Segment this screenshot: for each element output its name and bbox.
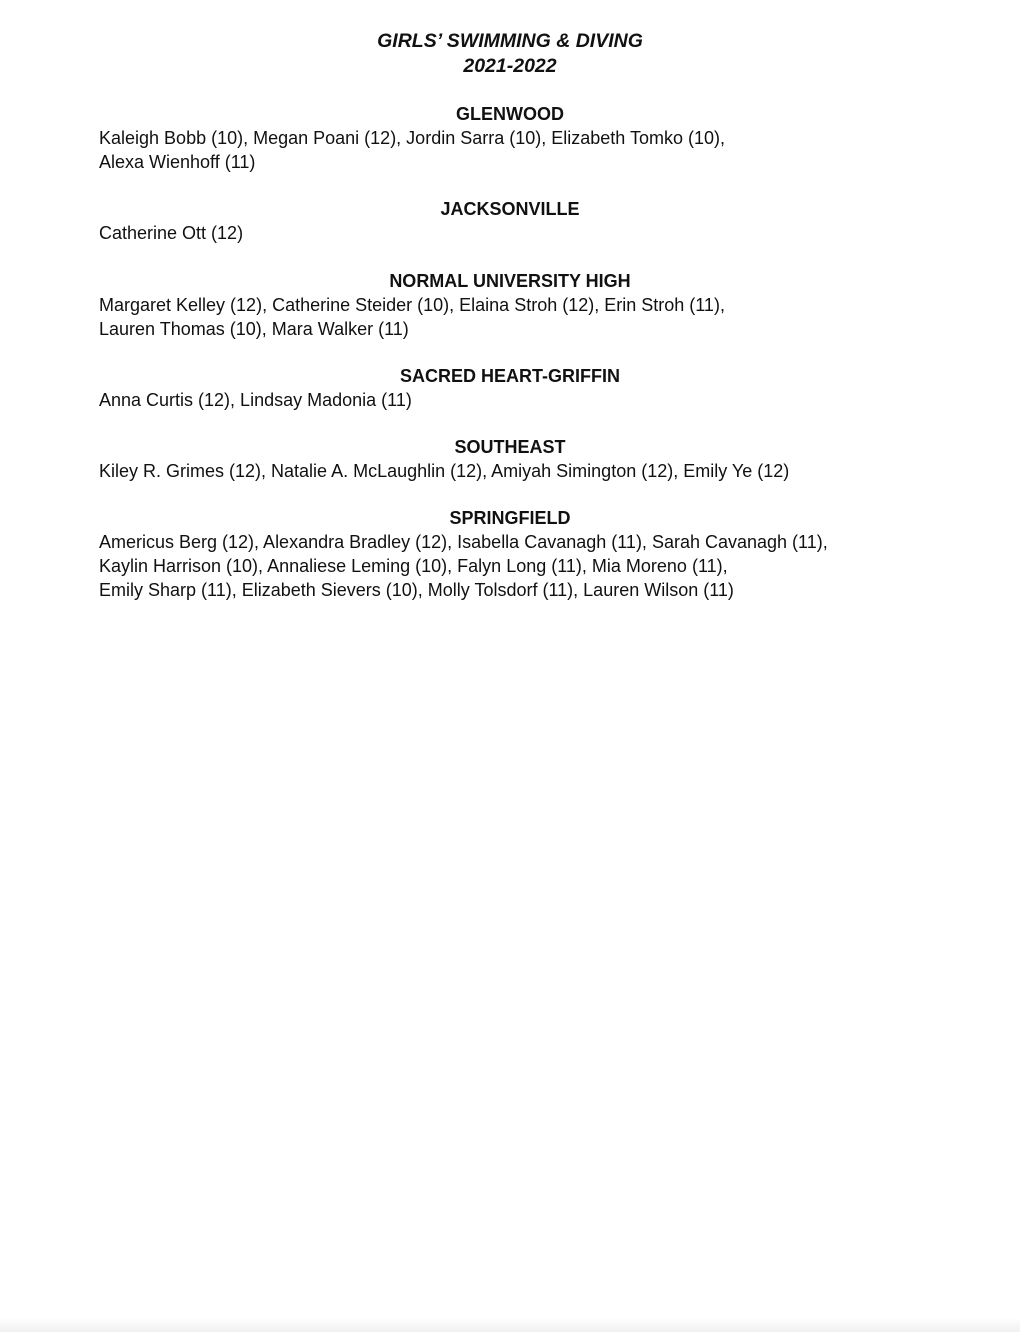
- document-title: [0, 29, 1020, 79]
- school-heading: SOUTHEAST: [454, 437, 566, 457]
- page-bottom-edge: [0, 1318, 1020, 1332]
- roster-line: Alexa Wienhoff (11): [99, 152, 256, 172]
- title-sport: GIRLS’ SWIMMING & DIVING: [377, 30, 643, 52]
- school-heading: JACKSONVILLE: [440, 199, 580, 219]
- school-section-sacred-heart-griffin: [99, 364, 919, 412]
- school-heading: NORMAL UNIVERSITY HIGH: [389, 271, 631, 291]
- roster-line: Americus Berg (12), Alexandra Bradley (12), Isabella Cavanagh (11), Sarah Cavanagh (11),: [99, 532, 828, 552]
- school-section-jacksonville: [99, 197, 919, 245]
- school-section-southeast: [99, 435, 919, 483]
- roster-line: Kaleigh Bobb (10), Megan Poani (12), Jordin Sarra (10), Elizabeth Tomko (10),: [99, 128, 725, 148]
- roster-line: Margaret Kelley (12), Catherine Steider (10), Elaina Stroh (12), Erin Stroh (11),: [99, 295, 725, 315]
- roster-line: Kaylin Harrison (10), Annaliese Leming (10), Falyn Long (11), Mia Moreno (11),: [99, 556, 728, 576]
- school-section-springfield: [99, 506, 919, 602]
- roster-line: Anna Curtis (12), Lindsay Madonia (11): [99, 390, 412, 410]
- title-season: 2021-2022: [463, 55, 557, 77]
- school-heading: SACRED HEART-GRIFFIN: [400, 366, 620, 386]
- roster-line: Emily Sharp (11), Elizabeth Sievers (10), Molly Tolsdorf (11), Lauren Wilson (11): [99, 580, 734, 600]
- school-section-normal-university-high: [99, 269, 919, 341]
- school-heading: GLENWOOD: [456, 104, 564, 124]
- roster-line: Catherine Ott (12): [99, 223, 244, 243]
- school-heading: SPRINGFIELD: [449, 508, 571, 528]
- roster-line: Lauren Thomas (10), Mara Walker (11): [99, 319, 409, 339]
- school-section-glenwood: [99, 102, 919, 174]
- roster-line: Kiley R. Grimes (12), Natalie A. McLaughlin (12), Amiyah Simington (12), Emily Ye (12): [99, 461, 790, 481]
